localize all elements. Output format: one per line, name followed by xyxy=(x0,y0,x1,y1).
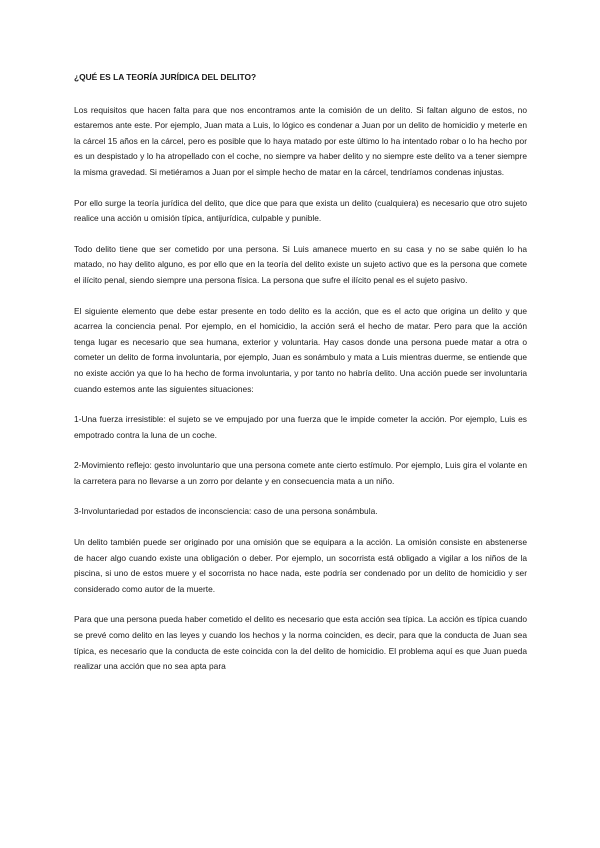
paragraph-fuerza-irresistible: 1-Una fuerza irresistible: el sujeto se ve empujado por una fuerza que le impide cometer la acción. Por ejemplo, Luis es empotrado contra la luna de un coche. xyxy=(74,414,527,440)
paragraph-sujeto: Todo delito tiene que ser cometido por una persona. Si Luis amanece muerto en su casa y no se sabe quién lo ha matado, no hay delito alguno, es por ello que en la teoría del delito existe un sujeto activo que es la persona que comete el ilícito penal, siendo siempre una persona física. La persona que sufre el ilícito penal es el sujeto pasivo. xyxy=(74,243,527,285)
paragraph-inconsciencia: 3-Involuntariedad por estados de inconsciencia: caso de una persona sonámbula. xyxy=(74,506,378,517)
paragraph-tipicidad: Para que una persona pueda haber cometido el delito es necesario que esta acción sea típica. La acción es típica cuando se prevé como delito en las leyes y cuando los hechos y la norma coinciden, es decir, para que la conducta de Juan sea típica, es necesario que la conducta de este coincida con la del delito de homicidio. El problema aquí es que Juan pueda realizar una acción que no sea apta para xyxy=(74,614,527,672)
document-title: ¿QUÉ ES LA TEORÍA JURÍDICA DEL DELITO? xyxy=(74,72,257,82)
paragraph-accion: El siguiente elemento que debe estar presente en todo delito es la acción, que es el acto que origina un delito y que acarrea la conciencia penal. Por ejemplo, en el homicidio, la acción será el hecho de matar. Pero para que la acción tenga lugar es necesario que sea humana, exterior y voluntaria. Hay casos donde una persona puede matar a otra o cometer un delito de forma involuntaria, por ejemplo, Juan es sonámbulo y mata a Luis mientras duerme, se entiende que no existe acción ya que lo ha hecho de forma involuntaria, y por tanto no habría delito. Una acción puede ser involuntaria cuando estemos ante las siguientes situaciones: xyxy=(74,305,527,394)
paragraph-teoria: Por ello surge la teoría jurídica del delito, que dice que para que exista un delito (cualquiera) es necesario que otro sujeto realice una acción u omisión típica, antijurídica, culpable y punible. xyxy=(74,197,527,224)
paragraph-omision: Un delito también puede ser originado por una omisión que se equipara a la acción. La omisión consiste en abstenerse de hacer algo cuando existe una obligación o deber. Por ejemplo, un socorrista está obligado a vigilar a los niños de la piscina, si uno de estos muere y el socorrista no hace nada, este podría ser condenado por un delito de homicidio y ser considerado como autor de la muerte. xyxy=(74,537,527,594)
paragraph-requisitos: Los requisitos que hacen falta para que nos encontramos ante la comisión de un delito. Si faltan alguno de estos, no estaremos ante este. Por ejemplo, Juan mata a Luis, lo lógico es condenar a Juan por un delito de homicidio y meterle en la cárcel 15 años en la cárcel, pero es posible que lo haya matado por este último lo ha intentado robar o lo ha hecho por es un despistado y lo ha atropellado con el coche, no siempre va haber delito y no siempre este delito va a tener siempre la misma gravedad. Si metiéramos a Juan por el simple hecho de matar en la cárcel, tendríamos condenas injustas. xyxy=(74,104,527,177)
document-page xyxy=(74,70,527,690)
paragraph-movimiento-reflejo: 2-Movimiento reflejo: gesto involuntario que una persona comete ante cierto estímulo. Por ejemplo, Luis gira el volante en la carretera para no llevarse a un zorro por delante y en consecuencia mata a un niño. xyxy=(74,460,527,486)
